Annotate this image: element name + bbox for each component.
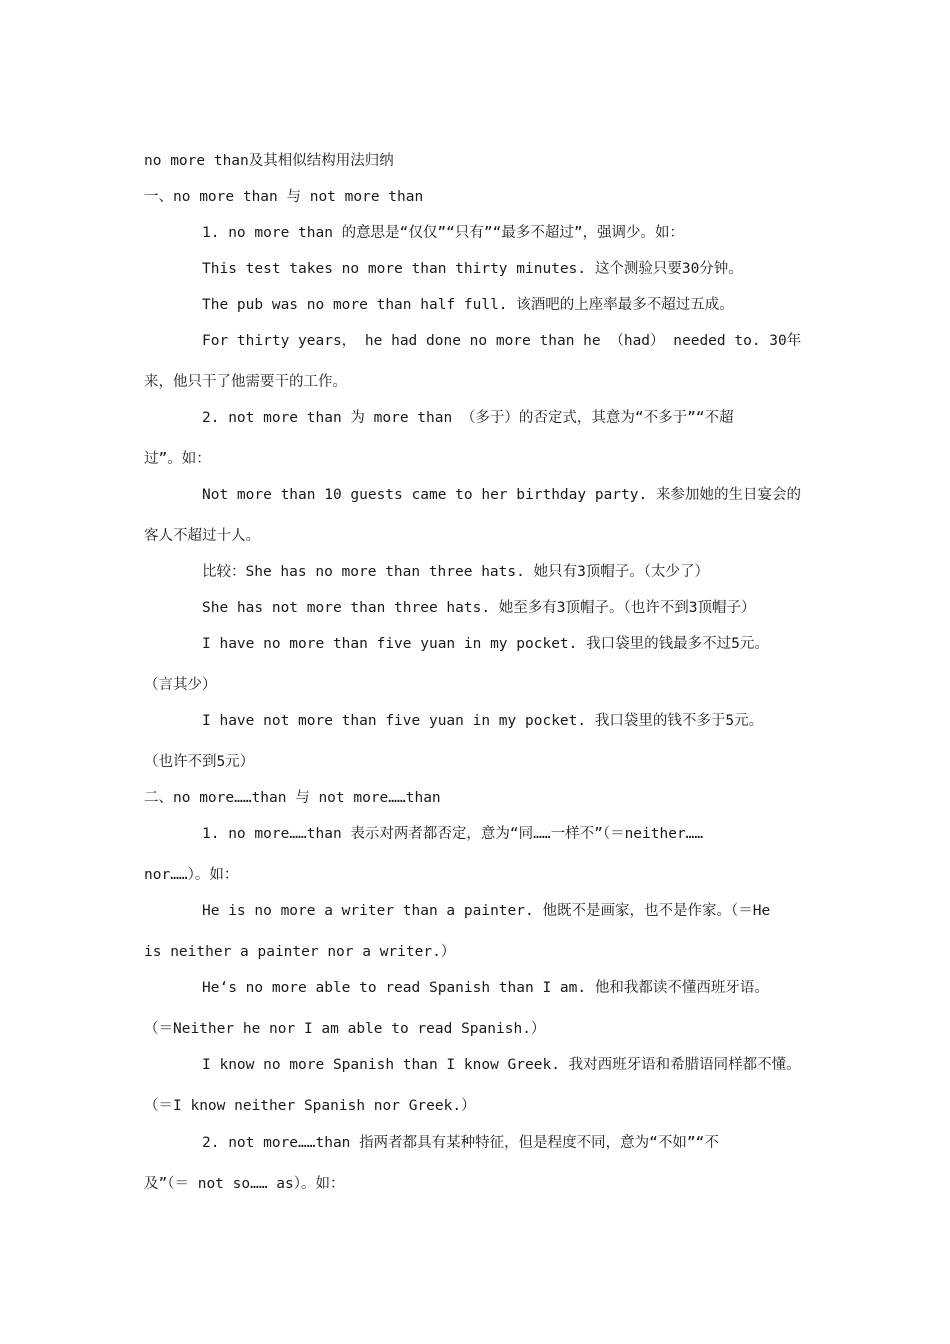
example-line: 客人不超过十人。 xyxy=(144,528,260,544)
section-heading: 二、no more……than 与 not more……than xyxy=(144,790,441,806)
paragraph-line: 1. no more……than 表示对两者都否定，意为“同……一样不”（＝neither…… xyxy=(202,826,704,842)
section-heading: 一、no more than 与 not more than xyxy=(144,189,424,205)
example-line: 比较：She has no more than three hats. 她只有3顶帽子。（太少了） xyxy=(202,564,710,580)
example-line: Not more than 10 guests came to her birthday party. 来参加她的生日宴会的 xyxy=(202,487,801,503)
paragraph-line: 2. not more than 为 more than （多于）的否定式，其意为“不多于”“不超 xyxy=(202,410,734,426)
example-line: 来，他只干了他需要干的工作。 xyxy=(144,374,347,390)
example-line: I know no more Spanish than I know Greek. 我对西班牙语和希腊语同样都不懂。 xyxy=(202,1057,801,1073)
example-line: is neither a painter nor a writer.） xyxy=(144,944,456,960)
example-line: I have not more than five yuan in my pocket. 我口袋里的钱不多于5元。 xyxy=(202,713,764,729)
example-line: She has not more than three hats. 她至多有3顶帽子。（也许不到3顶帽子） xyxy=(202,600,756,616)
example-line: （＝I know neither Spanish nor Greek.） xyxy=(144,1098,476,1114)
paragraph-line: 过”。如： xyxy=(144,451,211,467)
paragraph-line: 及”（＝ not so…… as）。如： xyxy=(144,1176,345,1192)
paragraph-line: 2. not more……than 指两者都具有某种特征，但是程度不同，意为“不如”“不 xyxy=(202,1135,719,1151)
example-line: He is no more a writer than a painter. 他既不是画家，也不是作家。（＝He xyxy=(202,903,771,919)
document-title: no more than及其相似结构用法归纳 xyxy=(144,153,394,169)
paragraph-line: nor……）。如： xyxy=(144,867,239,883)
example-line: The pub was no more than half full. 该酒吧的上座率最多不超过五成。 xyxy=(202,297,734,313)
example-line: This test takes no more than thirty minutes. 这个测验只要30分钟。 xyxy=(202,261,743,277)
example-line: （＝Neither he nor I am able to read Spanish.） xyxy=(144,1021,546,1037)
example-line: （也许不到5元） xyxy=(144,754,255,770)
example-line: （言其少） xyxy=(144,677,217,693)
example-line: I have no more than five yuan in my pocket. 我口袋里的钱最多不过5元。 xyxy=(202,636,769,652)
paragraph-line: 1. no more than 的意思是“仅仅”“只有”“最多不超过”，强调少。如： xyxy=(202,225,685,241)
example-line: For thirty years， he had done no more than he （had） needed to. 30年 xyxy=(202,333,802,349)
example-line: He‘s no more able to read Spanish than I am. 他和我都读不懂西班牙语。 xyxy=(202,980,769,996)
